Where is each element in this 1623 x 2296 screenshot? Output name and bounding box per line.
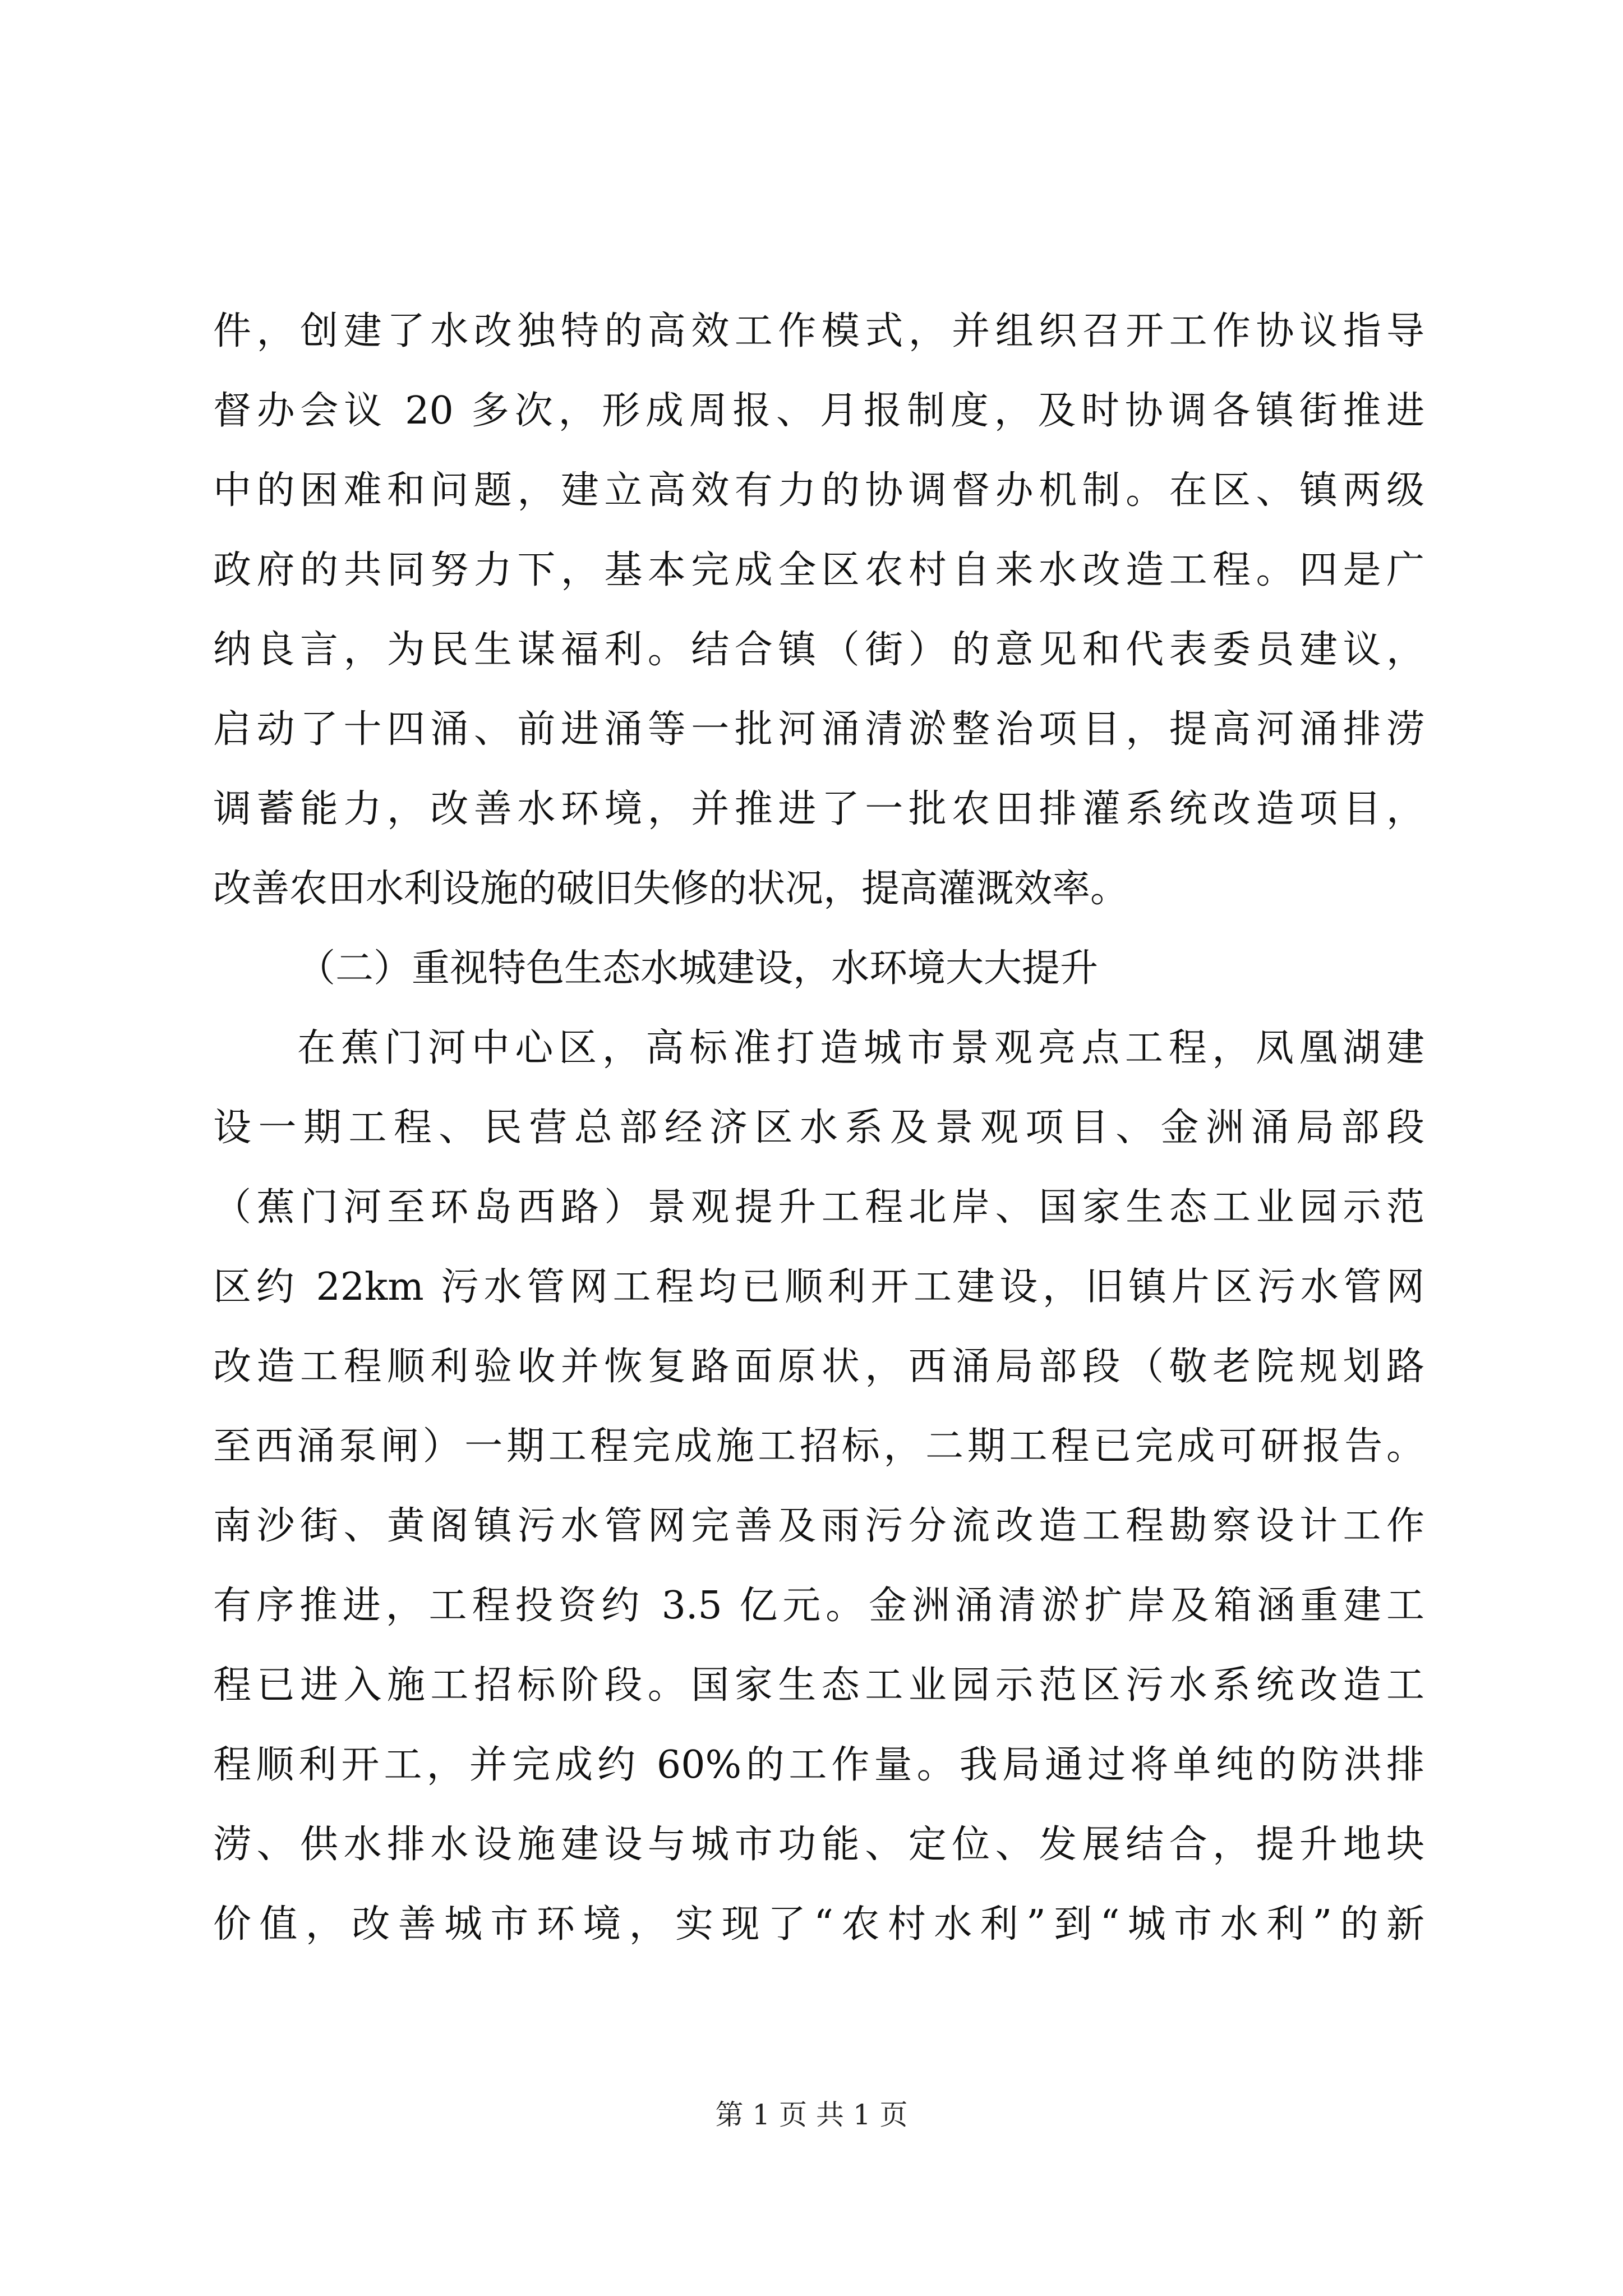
text-line: 政府的共同努力下，基本完成全区农村自来水改造工程。四是广 xyxy=(213,548,1424,592)
page-footer: 第 1 页 共 1 页 xyxy=(715,2099,908,2131)
text-line: 有序推进，工程投资约 3.5 亿元。金洲涌清淤扩岸及箱涵重建工 xyxy=(213,1584,1424,1628)
text-line: 价值，改善城市环境，实现了“农村水利”到“城市水利”的新 xyxy=(213,1902,1424,1947)
text-line: 中的困难和问题，建立高效有力的协调督办机制。在区、镇两级 xyxy=(213,468,1424,513)
text-line: 纳良言，为民生谋福利。结合镇（街）的意见和代表委员建议， xyxy=(213,628,1424,672)
text-line: 启动了十四涌、前进涌等一批河涌清淤整治项目，提高河涌排涝 xyxy=(213,707,1424,752)
text-line: 设一期工程、民营总部经济区水系及景观项目、金洲涌局部段 xyxy=(213,1106,1424,1150)
text-line: 涝、供水排水设施建设与城市功能、定位、发展结合，提升地块 xyxy=(213,1823,1424,1867)
document-body xyxy=(213,292,1424,1964)
text-line: 改造工程顺利验收并恢复路面原状，西涌局部段（敬老院规划路 xyxy=(213,1345,1424,1389)
section-heading: （二）重视特色生态水城建设，水环境大大提升 xyxy=(297,946,1099,991)
text-line: 在蕉门河中心区，高标准打造城市景观亮点工程，凤凰湖建 xyxy=(297,1026,1424,1070)
text-line: 调蓄能力，改善水环境，并推进了一批农田排灌系统改造项目， xyxy=(213,787,1424,831)
text-line: 程顺利开工，并完成约 60%的工作量。我局通过将单纯的防洪排 xyxy=(213,1743,1424,1787)
text-line: （蕉门河至环岛西路）景观提升工程北岸、国家生态工业园示范 xyxy=(213,1185,1424,1230)
text-line: 程已进入施工招标阶段。国家生态工业园示范区污水系统改造工 xyxy=(213,1663,1424,1708)
text-line: 区约 22km 污水管网工程均已顺利开工建设，旧镇片区污水管网 xyxy=(213,1265,1424,1309)
text-line: 南沙街、黄阁镇污水管网完善及雨污分流改造工程勘察设计工作 xyxy=(213,1504,1424,1548)
text-line: 改善农田水利设施的破旧失修的状况，提高灌溉效率。 xyxy=(213,867,1129,911)
text-line: 至西涌泵闸）一期工程完成施工招标，二期工程已完成可研报告。 xyxy=(213,1424,1424,1469)
text-line: 件，创建了水改独特的高效工作模式，并组织召开工作协议指导 xyxy=(213,309,1424,353)
text-line: 督办会议 20 多次，形成周报、月报制度，及时协调各镇街推进 xyxy=(213,389,1424,433)
